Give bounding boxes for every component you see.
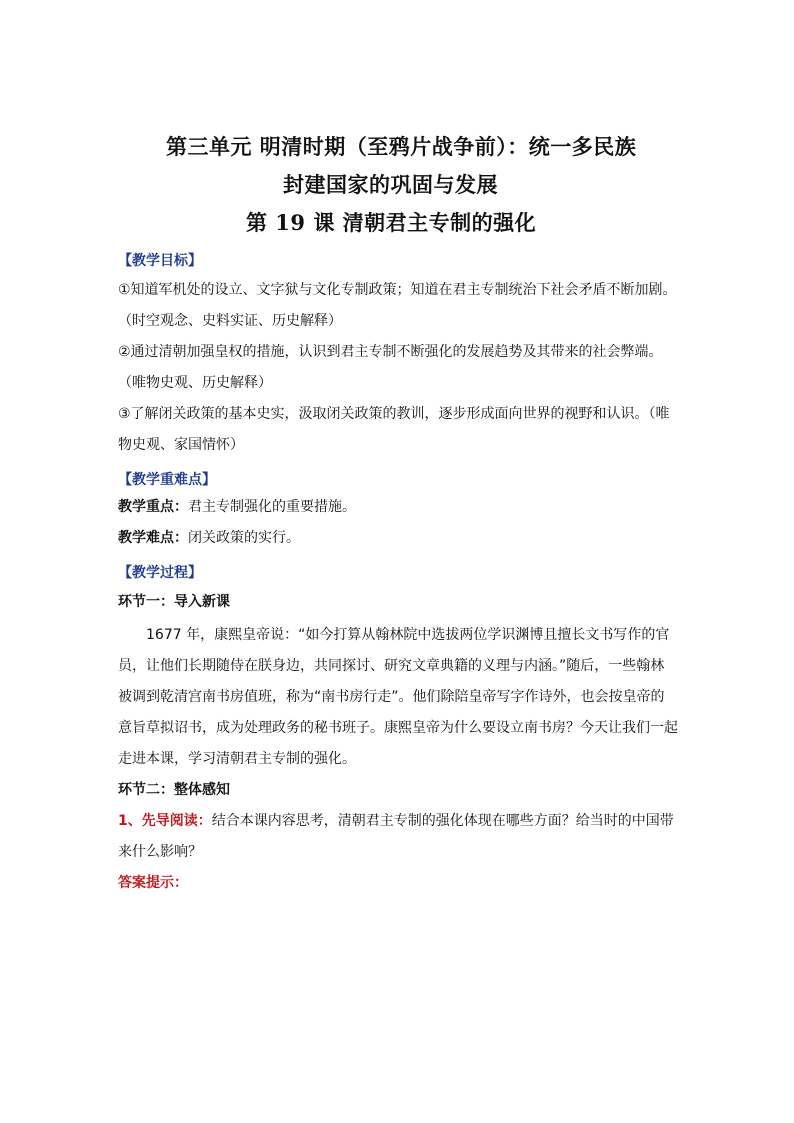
process-heading: 【教学过程】 <box>118 565 202 581</box>
intro-paragraph-line: 员，让他们长期随侍在朕身边，共同探讨、研究文章典籍的义理与内涵。”随后，一些翰林 <box>118 658 665 674</box>
difficult-point-label: 教学难点： <box>118 530 188 546</box>
unit-title: 第三单元 明清时期（至鸦片战争前）：统一多民族 <box>166 134 637 159</box>
reading-line-2: 来什么影响？ <box>118 844 202 860</box>
reading-text: 结合本课内容思考，清朝君主专制的强化体现在哪些方面？给当时的中国带 <box>211 813 674 829</box>
lesson-title: 第 19 课 清朝君主专制的强化 <box>246 210 537 235</box>
key-points-heading: 【教学重难点】 <box>118 472 216 488</box>
objective-line: （时空观念、史料实证、历史解释） <box>118 313 342 329</box>
objective-line: 物史观、家国情怀） <box>118 437 244 453</box>
step1-label: 环节一：导入新课 <box>118 594 230 610</box>
intro-paragraph-line: 走进本课，学习清朝君主专制的强化。 <box>118 751 356 767</box>
objective-line: ③了解闭关政策的基本史实，汲取闭关政策的教训，逐步形成面向世界的视野和认识。（唯 <box>118 406 670 422</box>
answer-hint-label: 答案提示： <box>118 875 188 891</box>
unit-subtitle: 封建国家的巩固与发展 <box>283 172 498 197</box>
intro-paragraph-line: 被调到乾清宫南书房值班，称为“南书房行走”。他们除陪皇帝写字作诗外，也会按皇帝的 <box>118 689 665 705</box>
reading-label: 1、先导阅读： <box>118 813 212 829</box>
objective-line: （唯物史观、历史解释） <box>118 375 272 391</box>
difficult-point-text: 闭关政策的实行。 <box>188 530 300 546</box>
key-point-text: 君主专制强化的重要措施。 <box>188 499 356 515</box>
reading-line <box>118 814 674 828</box>
intro-paragraph-line: 意旨草拟诏书，成为处理政务的秘书班子。康熙皇帝为什么要设立南书房？今天让我们一起 <box>118 720 678 736</box>
objectives-heading: 【教学目标】 <box>118 253 202 269</box>
step2-label: 环节二：整体感知 <box>118 782 230 798</box>
key-point-line <box>118 500 356 514</box>
difficult-point-line <box>118 531 300 545</box>
intro-paragraph-line: 1677 年，康熙皇帝说：“如今打算从翰林院中选拔两位学识渊博且擅长文书写作的官 <box>146 627 670 643</box>
key-point-label: 教学重点： <box>118 499 188 515</box>
objective-line: ①知道军机处的设立、文字狱与文化专制政策；知道在君主专制统治下社会矛盾不断加剧。 <box>118 282 677 298</box>
objective-line: ②通过清朝加强皇权的措施，认识到君主专制不断强化的发展趋势及其带来的社会弊端。 <box>118 344 663 360</box>
